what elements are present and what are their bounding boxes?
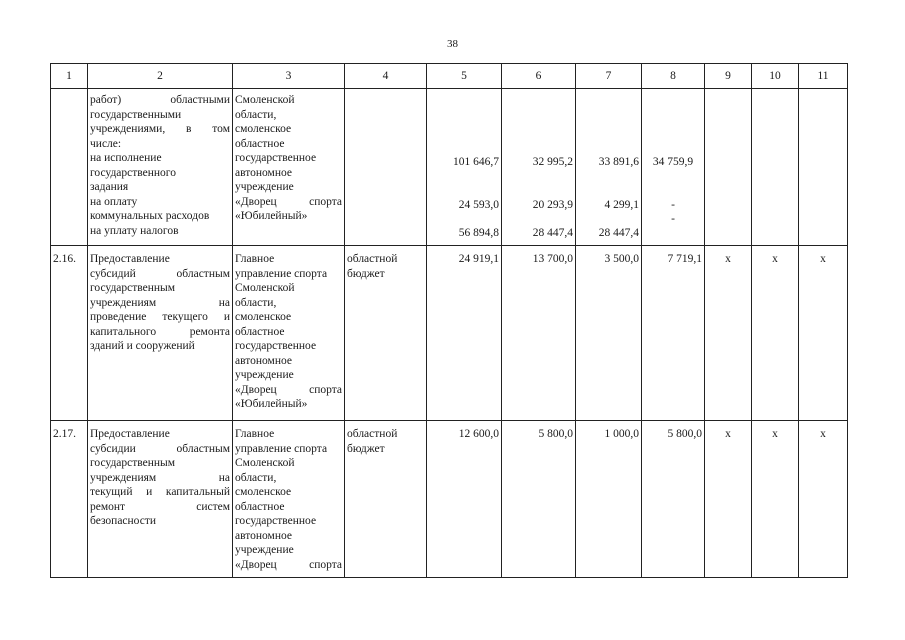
executor-line: Смоленской [235,457,295,469]
description-line: государственными [90,108,182,121]
table-row [51,421,848,578]
row-number-cell: 2.16. [51,246,88,421]
amount-value: - [671,213,675,225]
executor-line: автономное [235,354,292,367]
executor-line: области, [235,471,277,484]
executor-line: управление спорта [235,267,328,280]
indicator-cell: х [705,421,752,578]
amount-year1-cell [502,89,576,246]
executor-line: «Юбилейный» [235,210,308,222]
amount-year1-cell: 5 800,0 [502,421,576,578]
executor-line: учреждение [235,369,294,381]
funding-source-cell [345,246,427,421]
header-cell: 7 [576,64,642,89]
header-cell: 9 [705,64,752,89]
funding-source-line: областной [347,428,398,440]
executor-cell [233,421,345,578]
header-cell: 4 [345,64,427,89]
description-line: зданий и сооружений [90,340,195,352]
budget-table [50,63,848,578]
amount-year1-cell: 13 700,0 [502,246,576,421]
description-line: учреждениям на [90,471,230,484]
description-line: задания [90,181,129,193]
executor-line: управление спорта [235,442,328,455]
amount-year2-cell: 3 500,0 [576,246,642,421]
description-line: на оплату [90,195,138,208]
table-row [51,89,848,246]
description-line: субсидий областным [90,267,230,280]
executor-line: смоленское [235,123,292,135]
description-line: капитального ремонта [90,325,230,338]
amount-value: 56 894,8 [458,227,499,239]
row-number-cell [51,89,88,246]
header-cell: 11 [799,64,848,89]
executor-line: «Дворец спорта [235,558,342,571]
description-line: числе: [90,137,122,150]
amount-value: 101 646,7 [453,156,499,168]
indicator-cell: х [705,246,752,421]
amount-value: 20 293,9 [532,198,573,211]
description-line: Предоставление [90,428,170,440]
header-cell: 10 [752,64,799,89]
executor-line: «Дворец спорта [235,383,342,396]
amount-value: 33 891,6 [598,156,639,168]
executor-line: смоленское [235,311,292,323]
header-row [51,64,848,89]
amount-total-cell [427,89,502,246]
row-number-cell: 2.17. [51,421,88,578]
executor-line: областное [235,500,285,513]
executor-line: Смоленской [235,282,295,294]
header-cell: 2 [88,64,233,89]
table-row [51,246,848,421]
description-line: государственным [90,457,176,469]
description-cell [88,421,233,578]
funding-source-cell [345,89,427,246]
header-cell: 1 [51,64,88,89]
page-number: 38 [447,38,458,50]
description-cell [88,89,233,246]
amount-year2-cell: 1 000,0 [576,421,642,578]
executor-line: автономное [235,166,292,179]
indicator-cell: х [752,421,799,578]
executor-line: Главное [235,428,275,440]
amount-value: 32 995,2 [532,156,573,168]
amount-value: 28 447,4 [532,227,573,239]
header-cell: 8 [642,64,705,89]
description-line: ремонт систем [90,500,230,513]
description-line: безопасности [90,515,157,527]
description-line: Предоставление [90,253,170,265]
amount-value: - [671,198,675,211]
description-line: субсидии областным [90,442,230,455]
indicator-cell [799,89,848,246]
executor-line: смоленское [235,486,292,498]
executor-cell [233,89,345,246]
executor-line: учреждение [235,544,294,556]
indicator-cell: х [799,246,848,421]
executor-line: области, [235,296,277,309]
description-line: текущий и капитальный [90,486,230,498]
funding-source-line: областной [347,253,398,265]
executor-line: областное [235,325,285,338]
header-cell: 5 [427,64,502,89]
amount-value: 34 759,9 [652,156,694,168]
executor-line: областное [235,137,285,150]
amount-year3-cell [642,89,705,246]
executor-cell [233,246,345,421]
description-line: учреждениями, в том [90,123,230,135]
header-cell: 3 [233,64,345,89]
amount-value: 28 447,4 [598,227,639,239]
executor-line: «Юбилейный» [235,398,308,410]
description-line: проведение текущего и [90,311,230,323]
indicator-cell: х [799,421,848,578]
executor-line: государственное [235,515,317,527]
executor-line: Главное [235,253,275,265]
description-line: государственным [90,282,176,294]
executor-line: государственное [235,152,317,164]
amount-total-cell: 24 919,1 [427,246,502,421]
amount-value: 4 299,1 [604,198,639,211]
executor-line: «Дворец спорта [235,195,342,208]
amount-year2-cell [576,89,642,246]
executor-line: учреждение [235,181,294,193]
amount-value: 24 593,0 [458,198,499,211]
executor-line: области, [235,108,277,121]
amount-year3-cell: 7 719,1 [642,246,705,421]
amount-total-cell: 12 600,0 [427,421,502,578]
description-line: на исполнение [90,152,162,164]
header-cell: 6 [502,64,576,89]
executor-line: государственное [235,340,317,352]
description-line: учреждениям на [90,296,230,309]
description-line: работ) областными [90,94,230,106]
executor-line: автономное [235,529,292,542]
funding-source-cell [345,421,427,578]
amount-year3-cell: 5 800,0 [642,421,705,578]
funding-source-line: бюджет [347,267,385,280]
indicator-cell [752,89,799,246]
description-line: коммунальных расходов [90,210,210,222]
funding-source-line: бюджет [347,442,385,455]
description-line: на уплату налогов [90,224,179,237]
description-line: государственного [90,166,176,179]
indicator-cell: х [752,246,799,421]
indicator-cell [705,89,752,246]
executor-line: Смоленской [235,94,295,106]
description-cell [88,246,233,421]
